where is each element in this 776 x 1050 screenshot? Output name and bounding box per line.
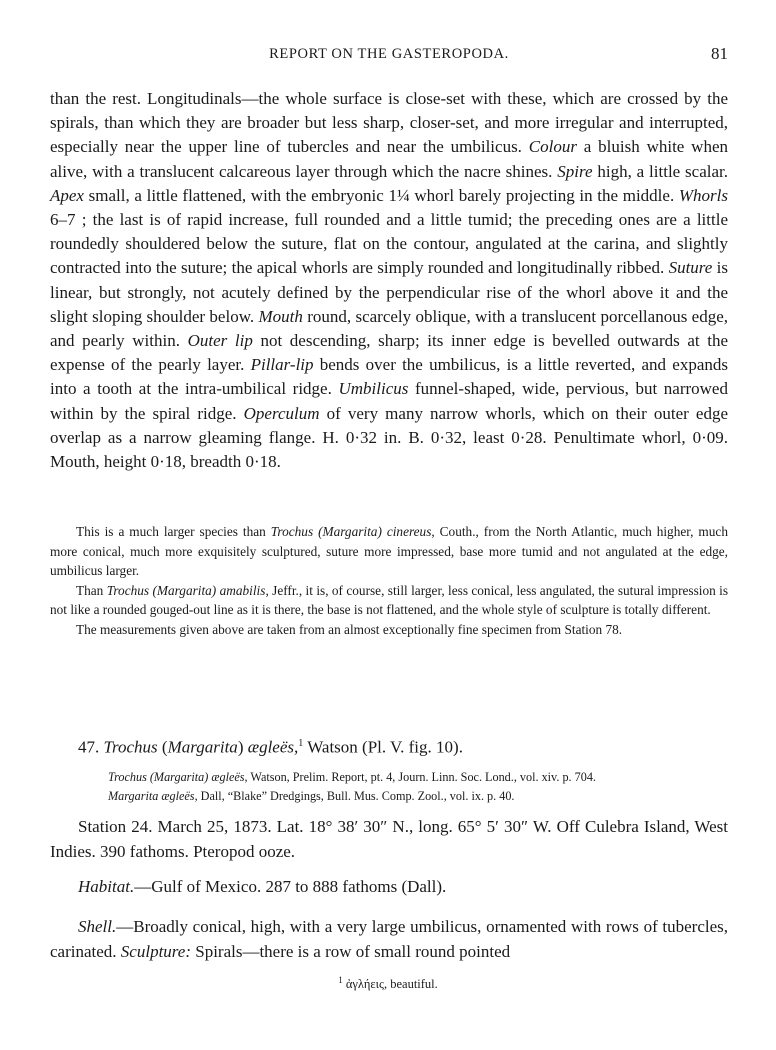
species-subgenus: (Margarita) (161, 737, 244, 757)
synonymy-references (108, 768, 728, 806)
species-genus: Trochus (103, 737, 158, 757)
remark-paragraph: This is a much larger species than Trochus (Margarita) cinereus, Couth., from the North Atlantic, much higher, much more conical, much more exquisitely sculptured, suture more impressed, base more tumid and not angulated at the edge, umbilicus larger. (50, 524, 728, 579)
whorls-label: Whorls (678, 185, 728, 205)
species-author: Watson (Pl. V. fig. 10). (303, 737, 463, 757)
outer-lip-label: Outer lip (187, 331, 253, 351)
description-paragraph: than the rest. Longitudinals—the whole surface is close-set with these, which are crossed by the spirals, than which they are broader but less sharp, closer-set, and more irregular and interrupted, especially near the upper line of tubercles and near the umbilicus. Colour a bluish white when alive, with a translucent calcareous layer through which the nacre shines. Spire high, a little scalar. Apex small, a little flattened, with the embryonic 1¼ whorl barely projecting in the middle. Whorls 6–7 ; the last is of rapid increase, full rounded and a little tumid; the preceding ones are a little roundedly shouldered below the suture, flat on the contour, angulated at the carina, and slightly contracted into the suture; the apical whorls are simply rounded and longitudinally ribbed. Suture is linear, but strongly, not acutely defined by the perpendicular rise of the whorl above it and the slight sloping shoulder below. Mouth round, scarcely oblique, with a translucent porcellanous edge, and pearly within. Outer lip not descending, sharp; its inner edge is bevelled outwards at the expense of the pearly layer. Pillar-lip bends over the umbilicus, is a little reverted, and expands into a tooth at the intra-umbilical ridge. Umbilicus funnel-shaped, wide, pervious, but narrowed within by the spiral ridge. Operculum of very many narrow whorls, which on their outer edge overlap as a narrow gleaming flange. H. 0·32 in. B. 0·32, least 0·28. Penultimate whorl, 0·09. Mouth, height 0·18, breadth 0·18. (50, 89, 729, 472)
shell-description (50, 915, 728, 964)
habitat-label: Habitat. (78, 877, 135, 896)
running-head (50, 44, 728, 64)
station-text: Station 24. March 25, 1873. Lat. 18° 38′ 30″ N., long. 65° 5′ 30″ W. Off Culebra Island, West Indies. 390 fathoms. Pteropod ooze. (50, 817, 728, 861)
habitat-text: —Gulf of Mexico. 287 to 888 fathoms (Dall). (134, 877, 447, 896)
apex-label: Apex (50, 185, 84, 205)
pillar-lip-label: Pillar-lip (250, 355, 314, 375)
species-reference: Trochus (Margarita) amabilis (106, 582, 266, 598)
species-number: 47. (78, 737, 100, 757)
species-description (50, 87, 728, 474)
spire-label: Spire (557, 161, 593, 181)
mouth-label: Mouth (258, 306, 303, 326)
species-reference: Trochus (Margarita) cinereus (270, 524, 432, 539)
running-title: REPORT ON THE GASTEROPODA. (269, 46, 509, 62)
remark-paragraph: Than Trochus (Margarita) amabilis, Jeffr., it is, of course, still larger, less conical, less angulated, the sutural impression is not like a rounded gouged-out line as it is there, the base is not flattened, and the whole style of sculpture is totally different. (50, 582, 728, 618)
remark-paragraph: The measurements given above are taken from an almost exceptionally fine specimen from Station 78. (76, 621, 623, 637)
habitat (78, 875, 728, 899)
footnote-text: ἀγλήεις, beautiful. (342, 977, 438, 992)
shell-label: Shell. (78, 917, 117, 936)
station-record (50, 815, 728, 864)
species-heading (78, 732, 728, 760)
reference-line: Margarita ægleës, Dall, “Blake” Dredgings, Bull. Mus. Comp. Zool., vol. ix. p. 40. (108, 789, 515, 803)
page-number: 81 (711, 44, 728, 63)
sculpture-label: Sculpture: (120, 941, 191, 961)
footnote-marker: 1 (298, 738, 304, 749)
reference-line: Trochus (Margarita) ægleës, Watson, Prelim. Report, pt. 4, Journ. Linn. Soc. Lond., vol. xiv. p. 704. (108, 770, 596, 784)
shell-paragraph: Shell.—Broadly conical, high, with a very large umbilicus, ornamented with rows of tubercles, carinated. Sculpture: Spirals—there is a row of small round pointed (50, 917, 728, 961)
colour-label: Colour (528, 137, 577, 157)
umbilicus-label: Umbilicus (338, 379, 409, 399)
operculum-label: Operculum (243, 403, 320, 423)
suture-label: Suture (668, 258, 713, 278)
remarks (50, 522, 728, 640)
footnote-mark: 1 (338, 975, 343, 985)
footnote (0, 975, 776, 992)
species-name: ægleës, (247, 737, 299, 757)
